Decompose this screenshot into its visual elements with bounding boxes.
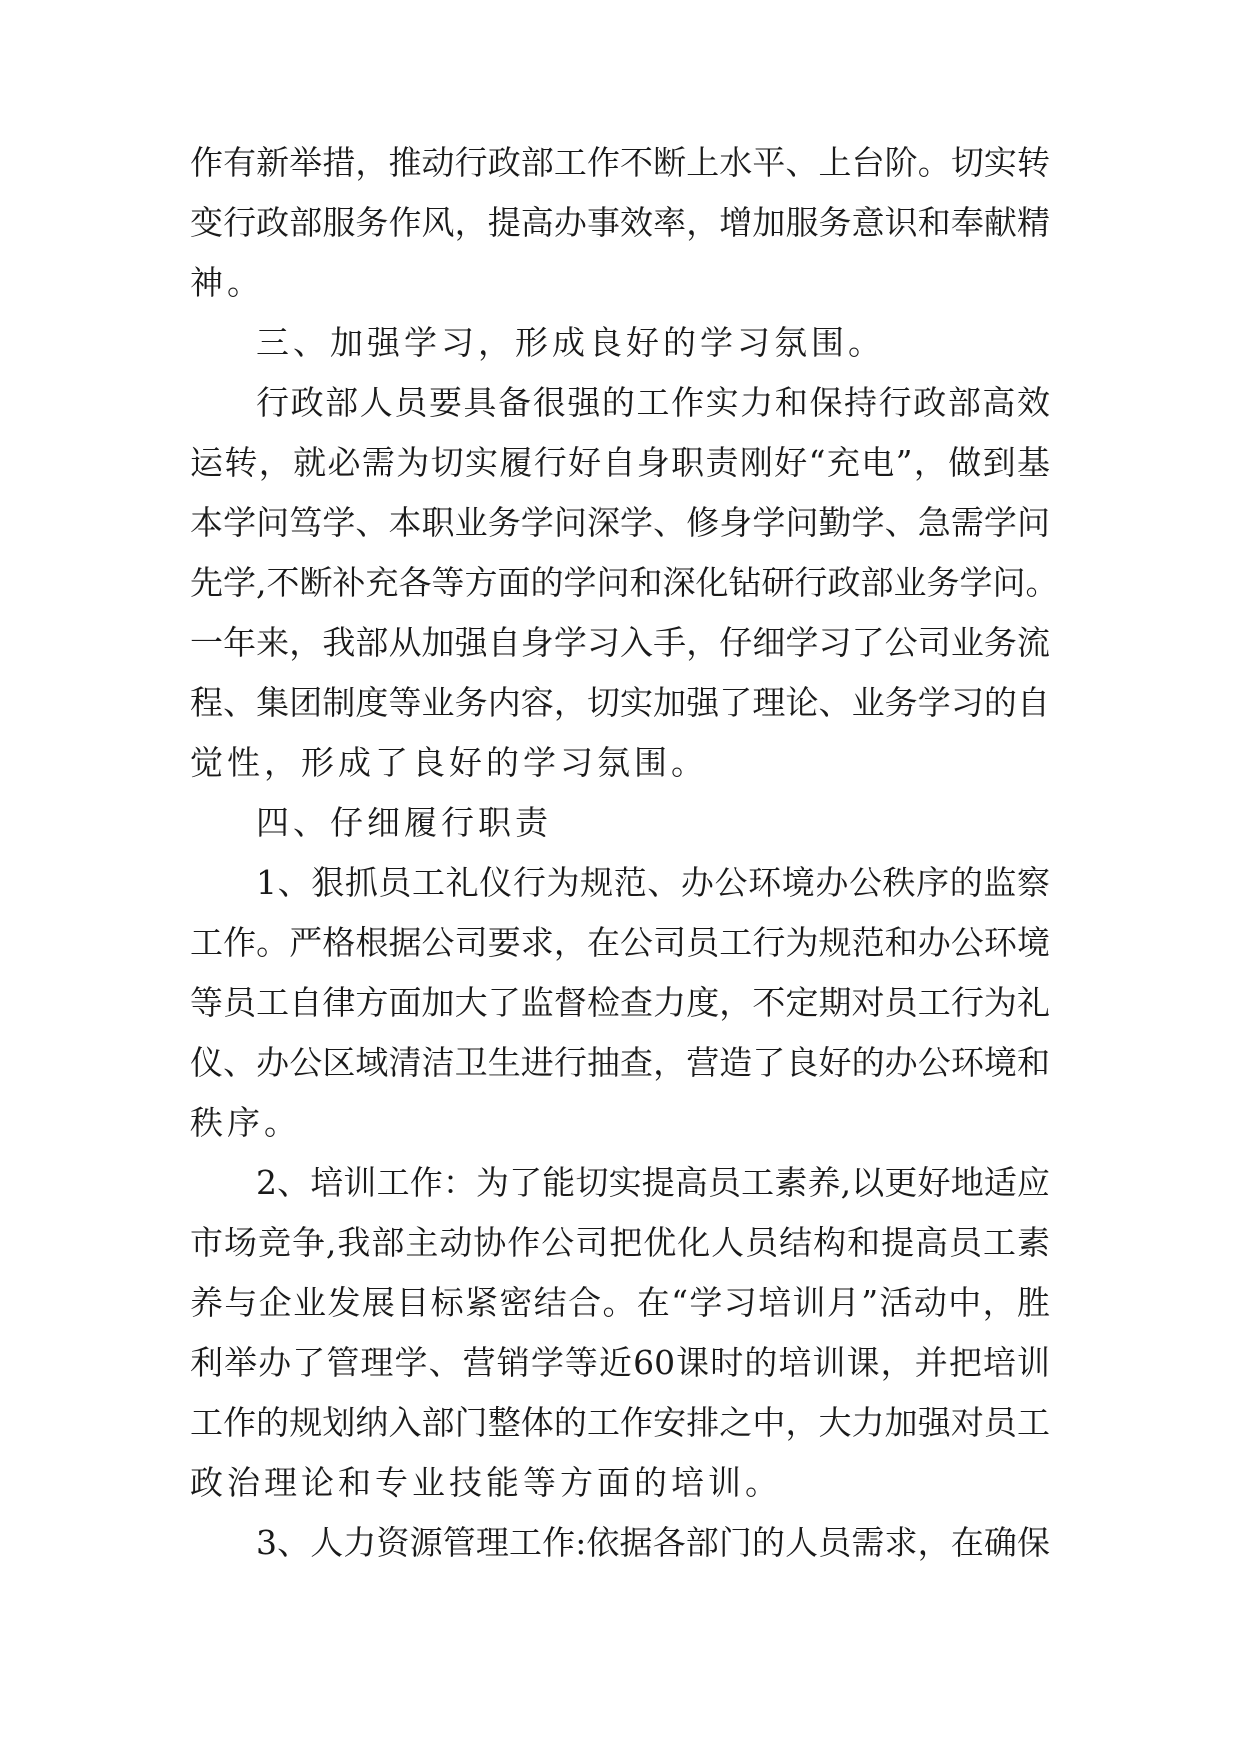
paragraph-line: 作有新举措，推动行政部工作不断上水平、上台阶。切实转 [190, 143, 1050, 182]
paragraph-line: 工作的规划纳入部门整体的工作安排之中，大力加强对员工 [190, 1403, 1050, 1442]
paragraph-line: 变行政部服务作风，提高办事效率，增加服务意识和奉献精 [190, 203, 1050, 242]
paragraph-line: 1、狠抓员工礼仪行为规范、办公环境办公秩序的监察 [256, 863, 1050, 902]
paragraph-line: 运转，就必需为切实履行好自身职责刚好“充电”，做到基 [190, 443, 1050, 482]
paragraph-line: 本学问笃学、本职业务学问深学、修身学问勤学、急需学问 [190, 503, 1050, 542]
paragraph-line: 工作。严格根据公司要求，在公司员工行为规范和办公环境 [190, 923, 1050, 962]
paragraph-line: 觉性，形成了良好的学习氛围。 [190, 743, 708, 782]
paragraph-line: 秩序。 [190, 1103, 301, 1142]
paragraph-line: 一年来，我部从加强自身学习入手，仔细学习了公司业务流 [190, 623, 1050, 662]
paragraph-line: 市场竞争,我部主动协作公司把优化人员结构和提高员工素 [190, 1223, 1050, 1262]
paragraph-line: 行政部人员要具备很强的工作实力和保持行政部高效 [256, 383, 1050, 422]
paragraph-line: 神。 [190, 263, 264, 302]
paragraph-line: 程、集团制度等业务内容，切实加强了理论、业务学习的自 [190, 683, 1050, 722]
paragraph-line: 3、人力资源管理工作:依据各部门的人员需求，在确保 [256, 1523, 1050, 1562]
section-heading: 四、仔细履行职责 [256, 803, 552, 842]
paragraph-line: 政治理论和专业技能等方面的培训。 [190, 1463, 782, 1502]
section-heading: 三、加强学习，形成良好的学习氛围。 [256, 323, 885, 362]
paragraph-line: 等员工自律方面加大了监督检查力度，不定期对员工行为礼 [190, 983, 1050, 1022]
paragraph-line: 先学,不断补充各等方面的学问和深化钻研行政部业务学问。 [190, 563, 1059, 602]
paragraph-line: 利举办了管理学、营销学等近60课时的培训课，并把培训 [190, 1343, 1050, 1382]
paragraph-line: 2、培训工作：为了能切实提高员工素养,以更好地适应 [256, 1163, 1050, 1202]
paragraph-line: 养与企业发展目标紧密结合。在“学习培训月”活动中，胜 [190, 1283, 1050, 1322]
paragraph-line: 仪、办公区域清洁卫生进行抽查，营造了良好的办公环境和 [190, 1043, 1050, 1082]
